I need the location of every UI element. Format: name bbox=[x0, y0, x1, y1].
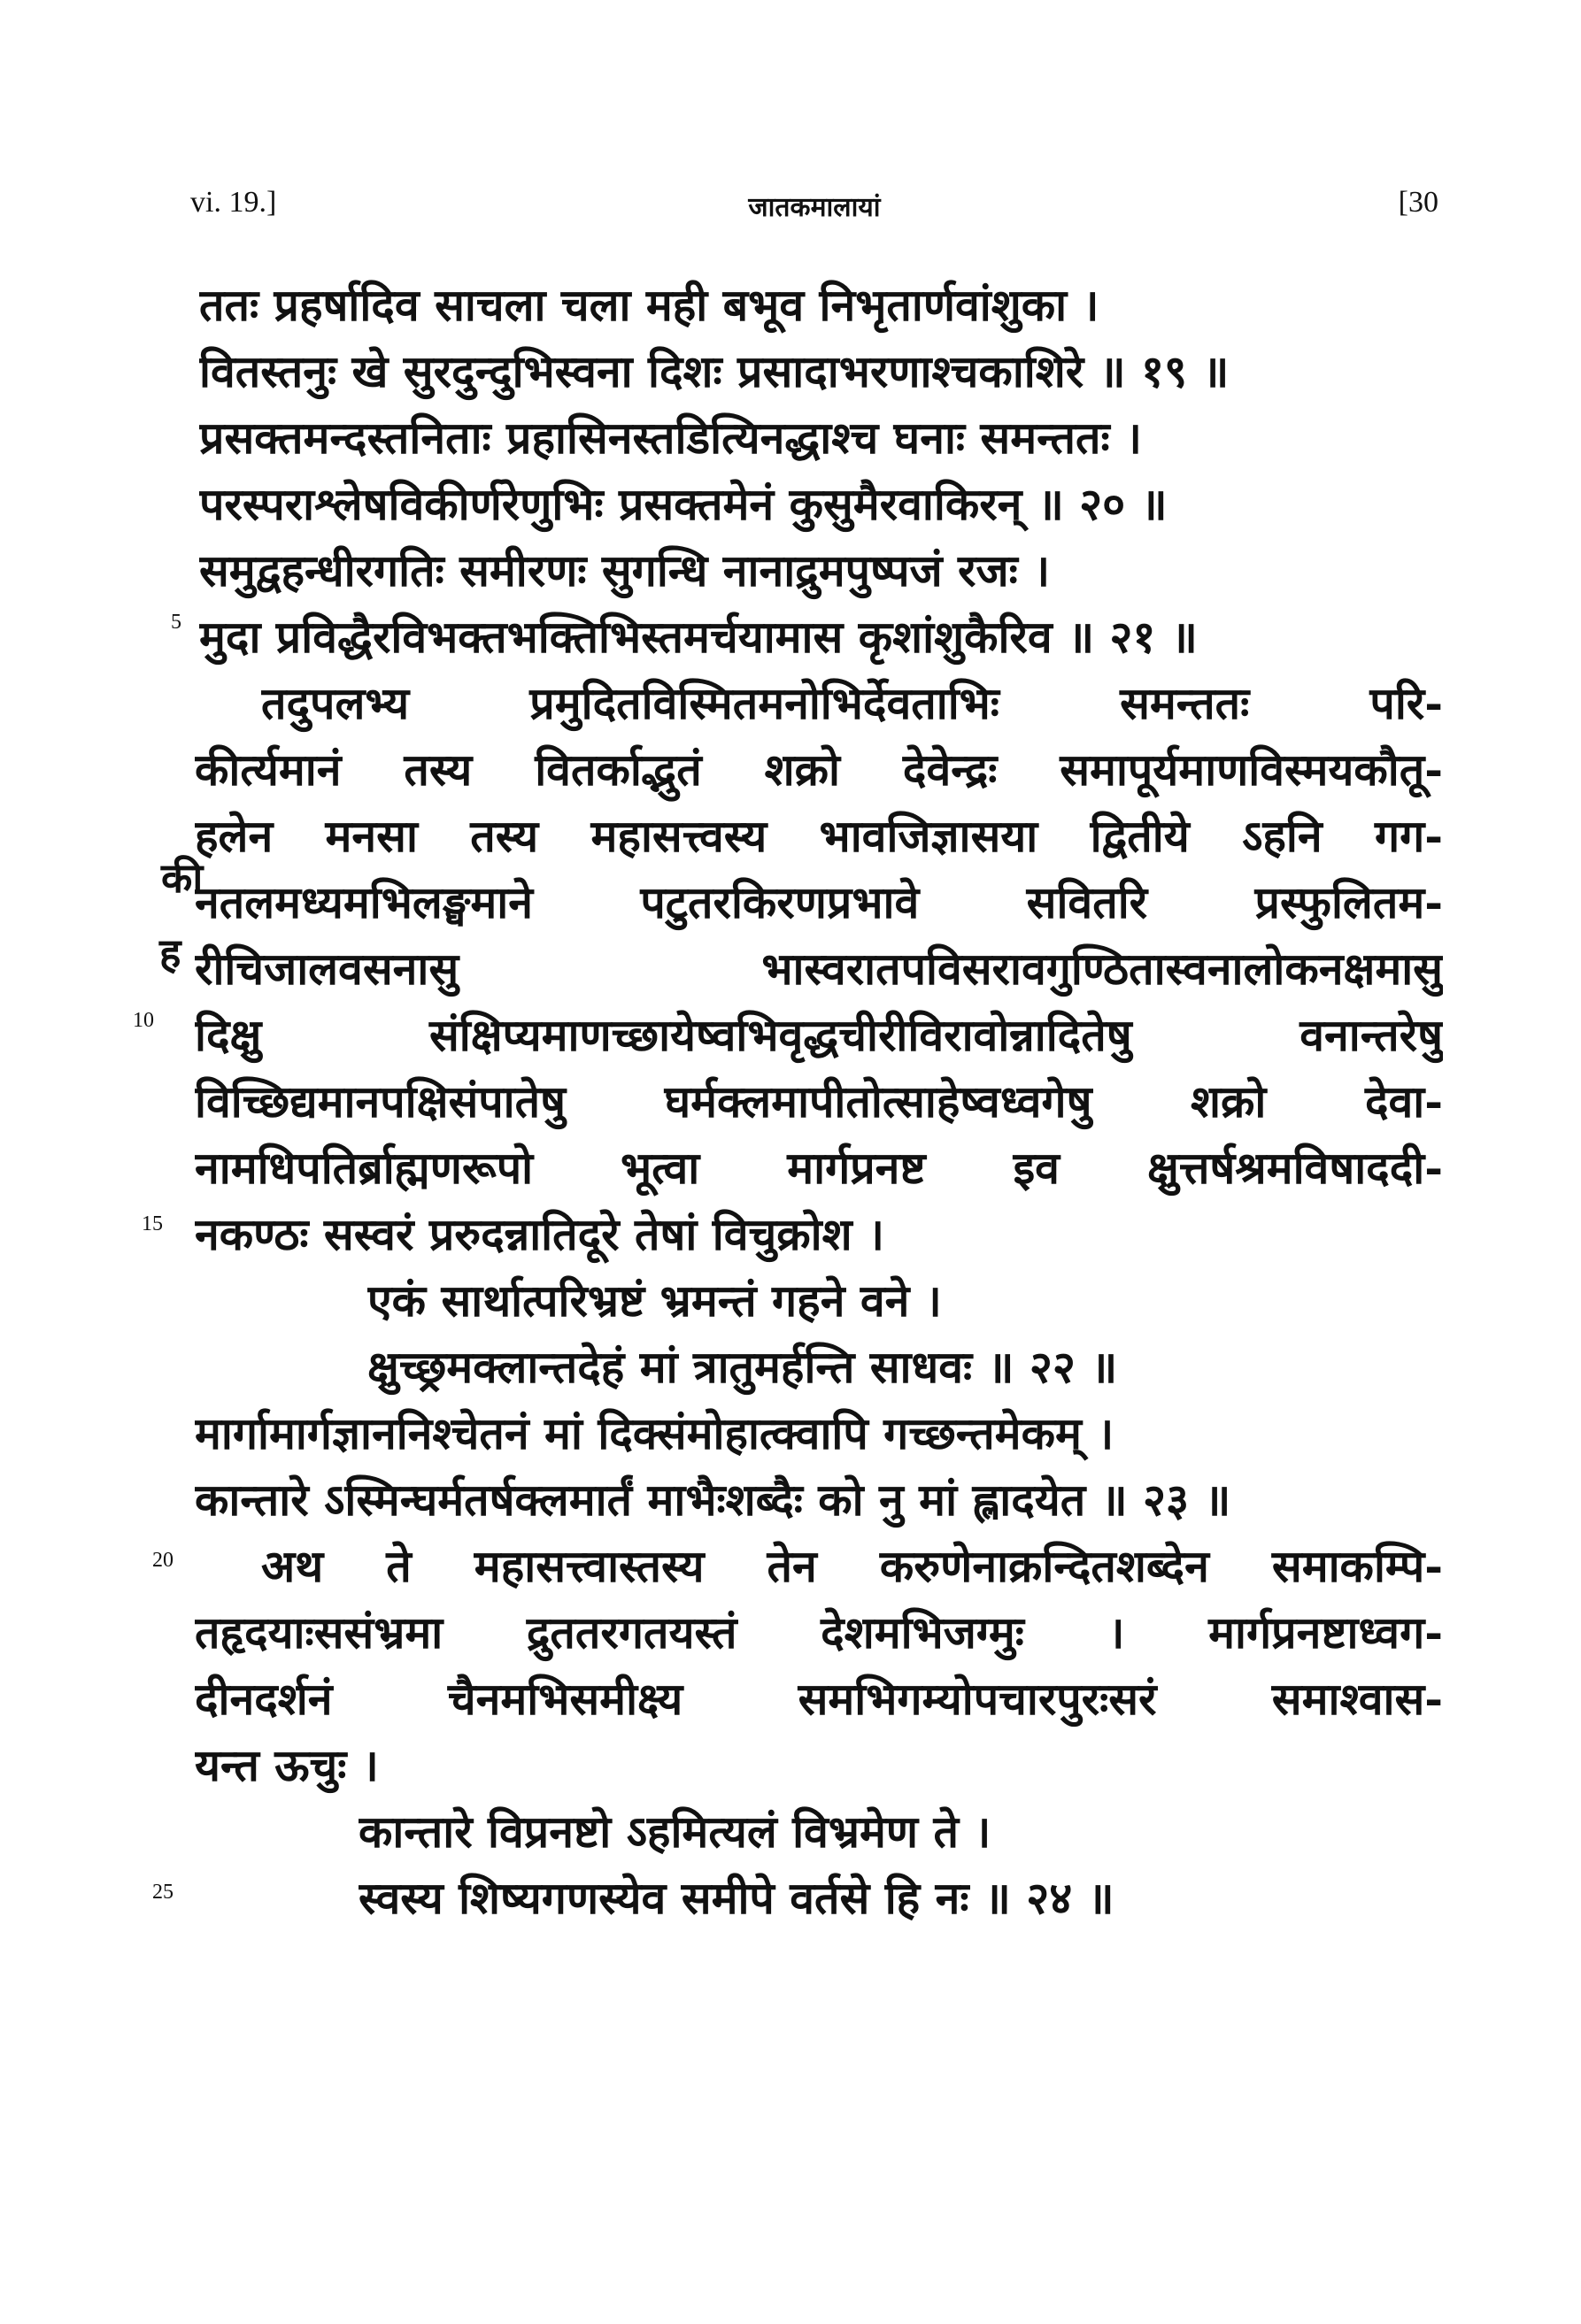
page-header bbox=[190, 186, 1438, 230]
text-line: रीचिजालवसनासु भास्वरातपविसरावगुण्ठितास्वनालोकनक्षमासु bbox=[195, 943, 1443, 995]
line-number: 25 bbox=[152, 1881, 174, 1904]
text-line: विच्छिद्यमानपक्षिसंपातेषु घर्मक्लमापीतोत्साहेष्वध्वगेषु शक्रो देवा- bbox=[195, 1075, 1443, 1127]
text-line: दिक्षु संक्षिप्यमाणच्छायेष्वभिवृद्धचीरीविरावोन्नादितेषु वनान्तरेषु bbox=[195, 1009, 1443, 1061]
text-line: यन्त ऊचुः । bbox=[195, 1739, 379, 1791]
line-number: 5 bbox=[171, 611, 181, 634]
text-line: दीनदर्शनं चैनमभिसमीक्ष्य समभिगम्योपचारपुरःसरं समाश्वास- bbox=[195, 1673, 1443, 1725]
text-line: समुद्वहन्धीरगतिः समीरणः सुगन्धि नानाद्रुमपुष्पजं रजः । bbox=[199, 544, 1051, 596]
margin-note: ह bbox=[159, 929, 181, 977]
text-line: कान्तारे विप्रनष्टो ऽहमित्यलं विभ्रमेण ते । bbox=[359, 1805, 991, 1858]
chapter-reference: vi. 19.] bbox=[190, 186, 277, 219]
text-line: मुदा प्रविद्धैरविभक्तभक्तिभिस्तमर्चयामास कृशांशुकैरिव ॥ २१ ॥ bbox=[199, 611, 1198, 663]
line-number: 15 bbox=[142, 1212, 163, 1235]
text-line: नतलमध्यमभिलङ्घमाने पटुतरकिरणप्रभावे सवितरि प्रस्फुलितम- bbox=[195, 876, 1443, 928]
text-line: एकं सार्थात्परिभ्रष्टं भ्रमन्तं गहने वने । bbox=[367, 1274, 942, 1327]
text-line: तहृदयाःससंभ्रमा द्रुततरगतयस्तं देशमभिजग्मुः । मार्गप्रनष्टाध्वग- bbox=[195, 1606, 1443, 1658]
text-line: मार्गामार्गज्ञाननिश्चेतनं मां दिक्संमोहात्क्वापि गच्छन्तमेकम् । bbox=[195, 1407, 1114, 1459]
text-line: कान्तारे ऽस्मिन्घर्मतर्षक्लमार्तं माभैःशब्दैः को नु मां ह्लादयेत ॥ २३ ॥ bbox=[195, 1474, 1231, 1526]
line-number: 10 bbox=[133, 1009, 154, 1032]
line-number: 20 bbox=[152, 1549, 174, 1572]
page-number: [30 bbox=[1398, 186, 1438, 219]
text-line: स्वस्य शिष्यगणस्येव समीपे वर्तसे हि नः ॥ २४ ॥ bbox=[359, 1872, 1114, 1924]
text-line: नकण्ठः सस्वरं प्ररुदन्नातिदूरे तेषां विचुक्रोश । bbox=[195, 1208, 884, 1260]
text-line: तदुपलभ्य प्रमुदितविस्मितमनोभिर्देवताभिः समन्ततः परि- bbox=[261, 677, 1443, 729]
text-line: परस्पराश्लेषविकीर्णरेणुभिः प्रसक्तमेनं कुसुमैरवाकिरन् ॥ २० ॥ bbox=[199, 478, 1168, 530]
text-line: हलेन मनसा तस्य महासत्त्वस्य भावजिज्ञासया द्वितीये ऽहनि गग- bbox=[195, 810, 1443, 862]
text-line: प्रसक्तमन्दस्तनिताः प्रहासिनस्तडित्यिनद्धाश्च घनाः समन्ततः । bbox=[199, 412, 1142, 464]
text-line: नामधिपतिर्ब्राह्मणरूपो भूत्वा मार्गप्रनष्ट इव क्षुत्तर्षश्रमविषाददी- bbox=[195, 1142, 1443, 1194]
running-title: जातकमालायां bbox=[748, 193, 881, 222]
text-line: वितस्तनुः खे सुरदुन्दुभिस्वना दिशः प्रसादाभरणाश्चकाशिरे ॥ १९ ॥ bbox=[199, 345, 1230, 397]
text-line: क्षुच्छ्रमक्लान्तदेहं मां त्रातुमर्हन्ति साधवः ॥ २२ ॥ bbox=[367, 1341, 1118, 1393]
text-line: कीर्त्यमानं तस्य वितर्काद्भुतं शक्रो देवेन्द्रः समापूर्यमाणविस्मयकौतू- bbox=[195, 743, 1443, 796]
text-line: ततः प्रहर्षादिव साचला चला मही बभूव निभृतार्णवांशुका । bbox=[199, 279, 1099, 331]
margin-note: की bbox=[161, 854, 204, 902]
text-line: अथ ते महासत्त्वास्तस्य तेन करुणेनाक्रन्दितशब्देन समाकम्पि- bbox=[261, 1540, 1443, 1592]
